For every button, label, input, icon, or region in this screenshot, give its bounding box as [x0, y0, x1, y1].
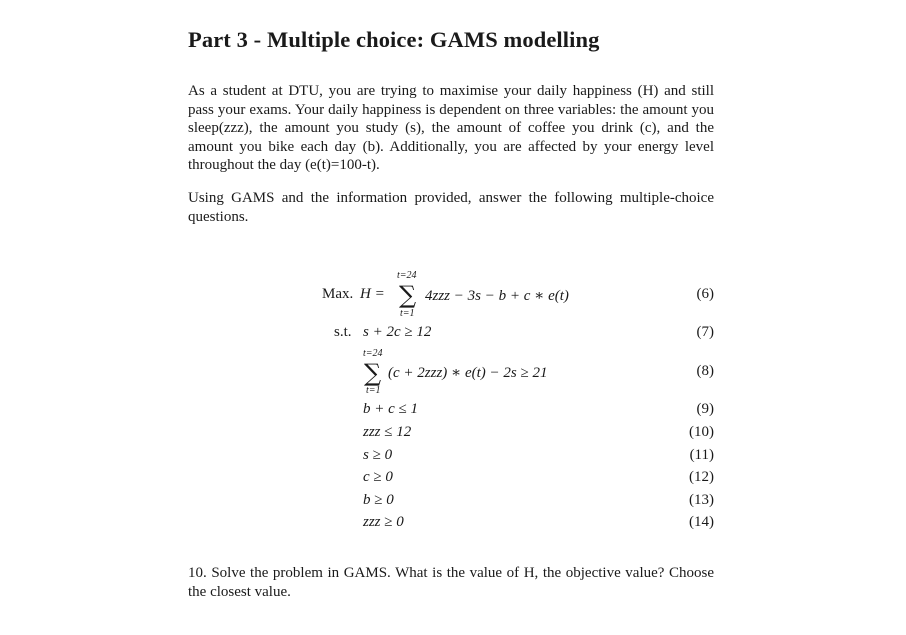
intro-paragraph: As a student at DTU, you are trying to maximise your daily happiness (H) and still pass your exams. Your daily happiness is dependent on three variables: the amount you sleep(zzz), the amount you study (s), the amount of coffee you drink (c), and the amount you bike each day (b). Additionally, you are affected by your energy level throughout the day (e(t)=100-t). [188, 83, 714, 174]
sum-symbol: ∑ [399, 281, 417, 309]
constraint-expression: s ≥ 0 [363, 447, 393, 463]
equation-number: (9) [696, 401, 714, 417]
constraint-expression: b + c ≤ 1 [363, 401, 419, 417]
instruction-paragraph: Using GAMS and the information provided, answer the following multiple-choice questions. [188, 190, 714, 225]
equation-number: (13) [689, 492, 714, 508]
sum-lower-limit: t=1 [400, 308, 415, 319]
subject-to-label: s.t. [334, 324, 352, 340]
sum-upper-limit: t=24 [397, 270, 417, 281]
objective-label: Max. [322, 286, 354, 302]
equation-number: (6) [696, 286, 714, 302]
question-text: 10. Solve the problem in GAMS. What is the value of H, the objective value? Choose the closest value. [188, 565, 714, 600]
equation-number: (8) [696, 363, 714, 379]
page-title: Part 3 - Multiple choice: GAMS modelling [188, 27, 600, 52]
equation-number: (14) [689, 514, 714, 530]
equation-number: (10) [689, 424, 714, 440]
equation-number: (12) [689, 469, 714, 485]
equation-number: (11) [689, 447, 714, 463]
constraint-expression: b ≥ 0 [363, 492, 394, 508]
constraint-expression: zzz ≤ 12 [363, 424, 412, 440]
sum-symbol: ∑ [364, 359, 382, 387]
objective-expression: 4zzz − 3s − b + c ∗ e(t) [425, 288, 569, 304]
constraint-expression: (c + 2zzz) ∗ e(t) − 2s ≥ 21 [388, 365, 548, 381]
sum-upper-limit: t=24 [363, 348, 383, 359]
constraint-expression: c ≥ 0 [363, 469, 393, 485]
constraint-expression: zzz ≥ 0 [363, 514, 404, 530]
sum-lower-limit: t=1 [366, 385, 381, 396]
equation-number: (7) [696, 324, 714, 340]
constraint-expression: s + 2c ≥ 12 [363, 324, 432, 340]
objective-lhs: H = [360, 286, 385, 302]
